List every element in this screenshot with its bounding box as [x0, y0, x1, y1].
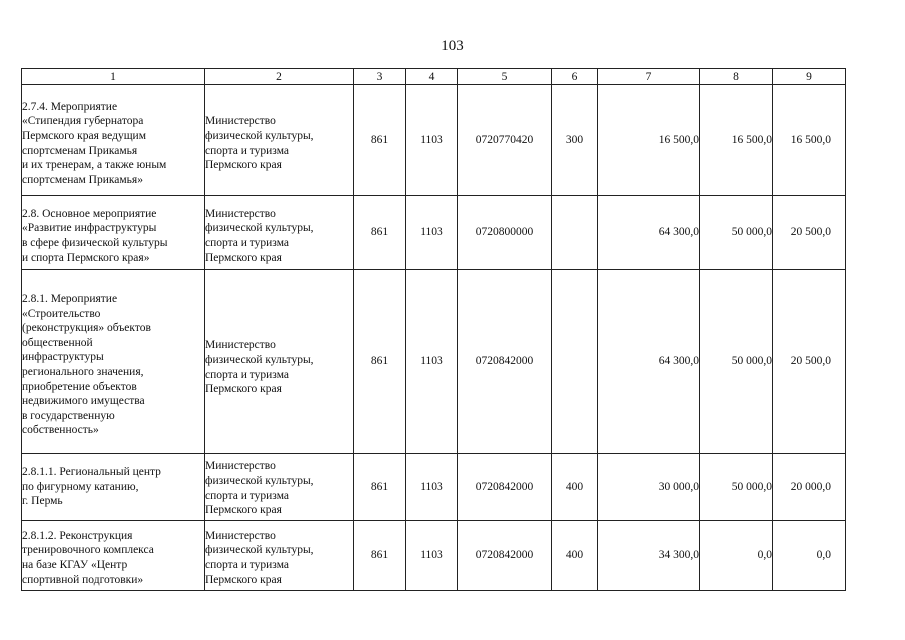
ministry-code-cell: 861 [354, 196, 406, 270]
amount-col9-cell: 20 500,0 [773, 196, 846, 270]
amount-col7-cell: 64 300,0 [598, 196, 700, 270]
column-header-3: 3 [354, 69, 406, 85]
ministry-code-cell: 861 [354, 270, 406, 454]
ministry-code-cell: 861 [354, 454, 406, 521]
table-row [22, 270, 846, 454]
amount-col7-cell: 64 300,0 [598, 270, 700, 454]
amount-col9-cell: 20 000,0 [773, 454, 846, 521]
ministry-code-cell: 861 [354, 85, 406, 196]
ministry-code-cell: 861 [354, 521, 406, 591]
measure-name-cell: 2.8.1. Мероприятие «Строительство (реконструкция» объектов общественной инфраструктуры регионального значения, приобретение объектов недвижимого имущества в государственную собственность» [22, 270, 205, 454]
amount-col9-cell: 0,0 [773, 521, 846, 591]
amount-col8-cell: 0,0 [700, 521, 773, 591]
section-code-cell: 1103 [406, 521, 458, 591]
expense-type-cell: 400 [552, 454, 598, 521]
expense-type-cell: 300 [552, 85, 598, 196]
amount-col7-cell: 16 500,0 [598, 85, 700, 196]
amount-col9-cell: 20 500,0 [773, 270, 846, 454]
table-row [22, 521, 846, 591]
responsible-org-cell: Министерство физической культуры, спорта и туризма Пермского края [205, 521, 354, 591]
column-header-7: 7 [598, 69, 700, 85]
column-header-2: 2 [205, 69, 354, 85]
section-code-cell: 1103 [406, 454, 458, 521]
amount-col9-cell: 16 500,0 [773, 85, 846, 196]
measure-name-cell: 2.8. Основное мероприятие «Развитие инфраструктуры в сфере физической культуры и спорта Пермского края» [22, 196, 205, 270]
column-header-1: 1 [22, 69, 205, 85]
amount-col7-cell: 34 300,0 [598, 521, 700, 591]
target-item-cell: 0720842000 [458, 270, 552, 454]
column-header-4: 4 [406, 69, 458, 85]
column-header-9: 9 [773, 69, 846, 85]
responsible-org-cell: Министерство физической культуры, спорта и туризма Пермского края [205, 454, 354, 521]
target-item-cell: 0720770420 [458, 85, 552, 196]
expense-type-cell [552, 270, 598, 454]
amount-col8-cell: 16 500,0 [700, 85, 773, 196]
responsible-org-cell: Министерство физической культуры, спорта и туризма Пермского края [205, 85, 354, 196]
table-row [22, 454, 846, 521]
target-item-cell: 0720842000 [458, 454, 552, 521]
column-header-6: 6 [552, 69, 598, 85]
measure-name-cell: 2.8.1.1. Региональный центр по фигурному катанию, г. Пермь [22, 454, 205, 521]
section-code-cell: 1103 [406, 196, 458, 270]
amount-col8-cell: 50 000,0 [700, 196, 773, 270]
section-code-cell: 1103 [406, 85, 458, 196]
column-header-5: 5 [458, 69, 552, 85]
page-number: 103 [441, 38, 464, 54]
expense-type-cell: 400 [552, 521, 598, 591]
section-code-cell: 1103 [406, 270, 458, 454]
measure-name-cell: 2.8.1.2. Реконструкция тренировочного комплекса на базе КГАУ «Центр спортивной подготовки» [22, 521, 205, 591]
expense-type-cell [552, 196, 598, 270]
table-row [22, 85, 846, 196]
responsible-org-cell: Министерство физической культуры, спорта и туризма Пермского края [205, 196, 354, 270]
amount-col8-cell: 50 000,0 [700, 454, 773, 521]
amount-col7-cell: 30 000,0 [598, 454, 700, 521]
responsible-org-cell: Министерство физической культуры, спорта и туризма Пермского края [205, 270, 354, 454]
table-header-row [22, 69, 846, 85]
table-row [22, 196, 846, 270]
target-item-cell: 0720842000 [458, 521, 552, 591]
target-item-cell: 0720800000 [458, 196, 552, 270]
measure-name-cell: 2.7.4. Мероприятие «Стипендия губернатора Пермского края ведущим спортсменам Прикамья и их тренерам, а также юным спортсменам Прикамья» [22, 85, 205, 196]
budget-table [21, 68, 846, 591]
amount-col8-cell: 50 000,0 [700, 270, 773, 454]
column-header-8: 8 [700, 69, 773, 85]
